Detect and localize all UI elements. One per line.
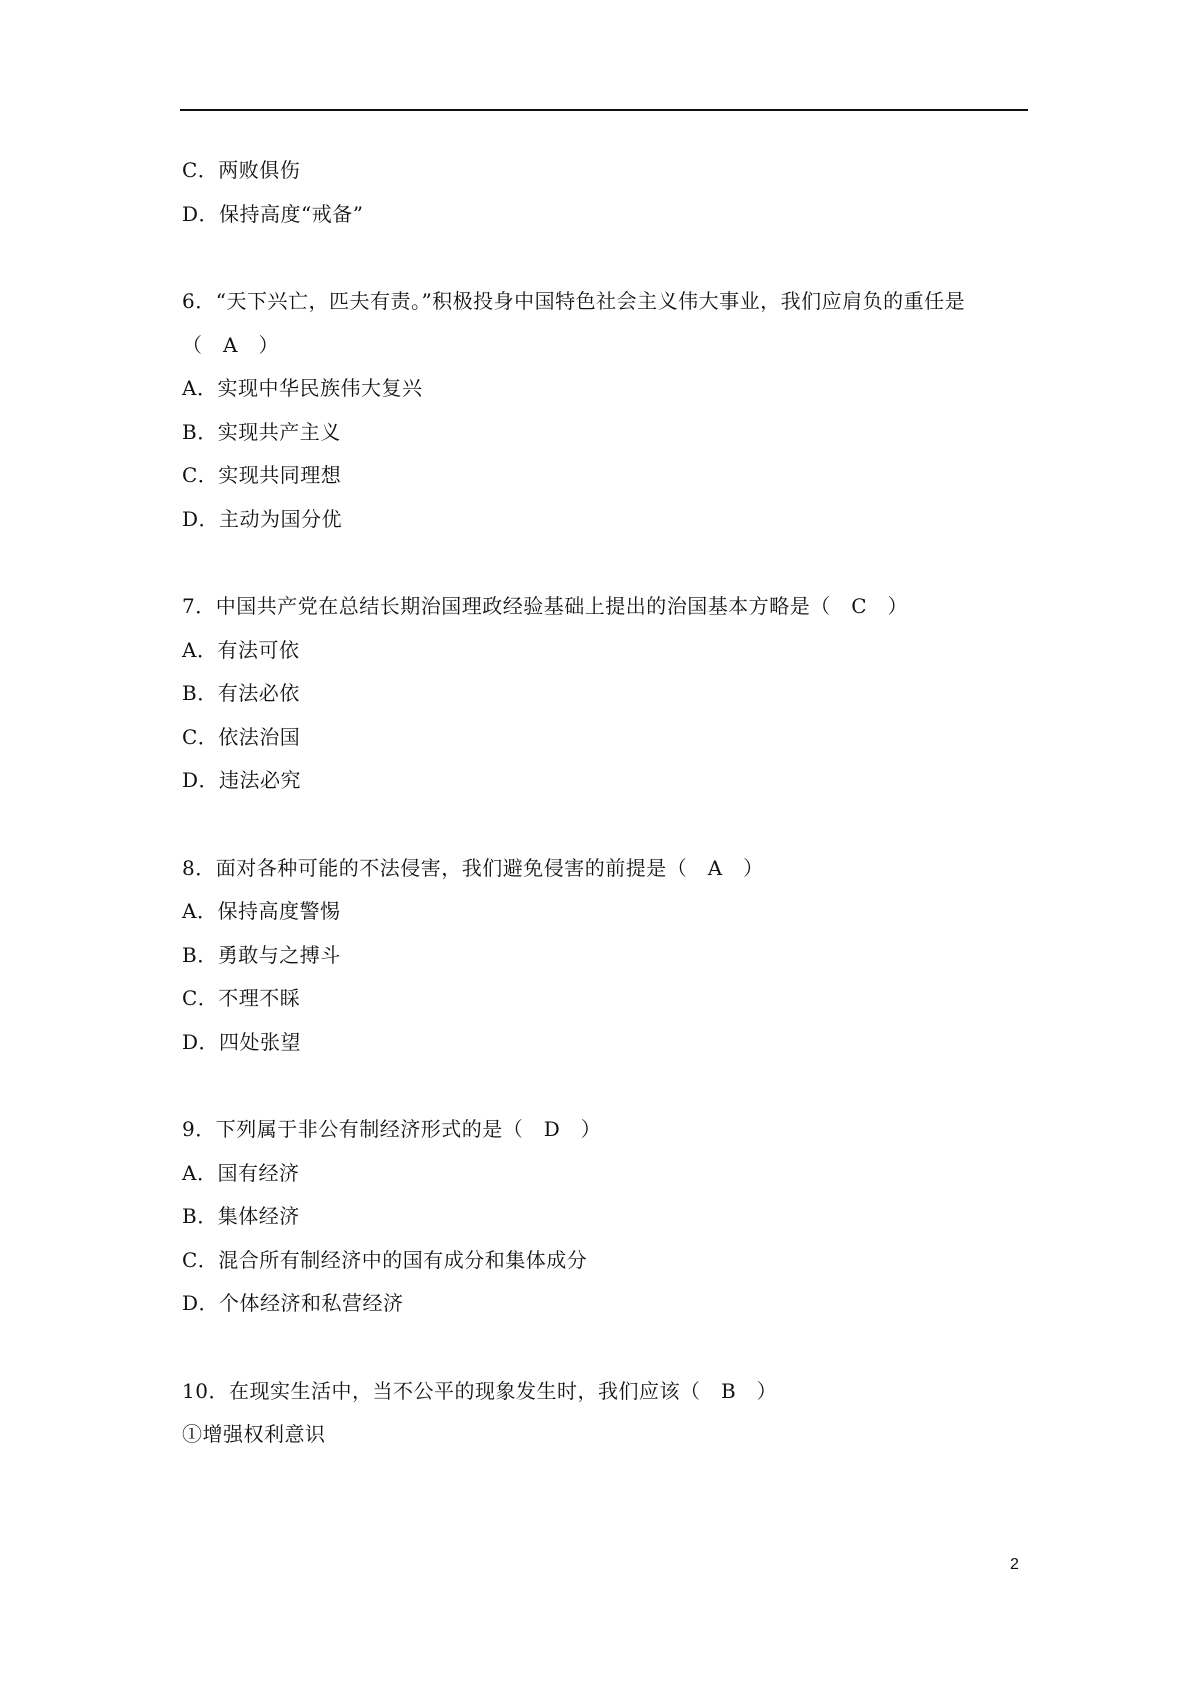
q8-option-a: A．保持高度警惕 <box>182 899 341 923</box>
q7-stem: 7．中国共产党在总结长期治国理政经验基础上提出的治国基本方略是（ C ） <box>182 594 909 618</box>
q8-option-d: D．四处张望 <box>182 1030 302 1054</box>
q5-option-d: D．保持高度“戒备” <box>182 202 364 226</box>
q9-stem: 9．下列属于非公有制经济形式的是（ D ） <box>182 1117 602 1141</box>
q9-option-a: A．国有经济 <box>182 1161 300 1185</box>
q9-option-c: C．混合所有制经济中的国有成分和集体成分 <box>182 1248 588 1272</box>
q9-option-d: D．个体经济和私营经济 <box>182 1291 404 1315</box>
q6-option-a: A．实现中华民族伟大复兴 <box>182 376 423 400</box>
q10-item-1: ①增强权利意识 <box>182 1422 326 1446</box>
q6-stem-line1: 6．“天下兴亡，匹夫有责。”积极投身中国特色社会主义伟大事业，我们应肩负的重任是 <box>182 289 966 313</box>
q7-option-c: C．依法治国 <box>182 725 301 749</box>
q7-option-a: A．有法可依 <box>182 638 300 662</box>
q7-option-d: D．违法必究 <box>182 768 302 792</box>
q6-option-c: C．实现共同理想 <box>182 463 342 487</box>
q6-option-d: D．主动为国分优 <box>182 507 343 531</box>
q8-option-c: C．不理不睬 <box>182 986 301 1010</box>
q10-stem: 10．在现实生活中，当不公平的现象发生时，我们应该（ B ） <box>182 1379 778 1403</box>
header-rule <box>180 109 1028 111</box>
q9-option-b: B．集体经济 <box>182 1204 300 1228</box>
q6-stem-line2: （ A ） <box>182 333 279 357</box>
q8-option-b: B．勇敢与之搏斗 <box>182 943 341 967</box>
q6-option-b: B．实现共产主义 <box>182 420 341 444</box>
page-number: 2 <box>1010 1556 1019 1573</box>
q5-option-c: C．两败俱伤 <box>182 158 301 182</box>
q8-stem: 8．面对各种可能的不法侵害，我们避免侵害的前提是（ A ） <box>182 856 764 880</box>
q7-option-b: B．有法必依 <box>182 681 300 705</box>
